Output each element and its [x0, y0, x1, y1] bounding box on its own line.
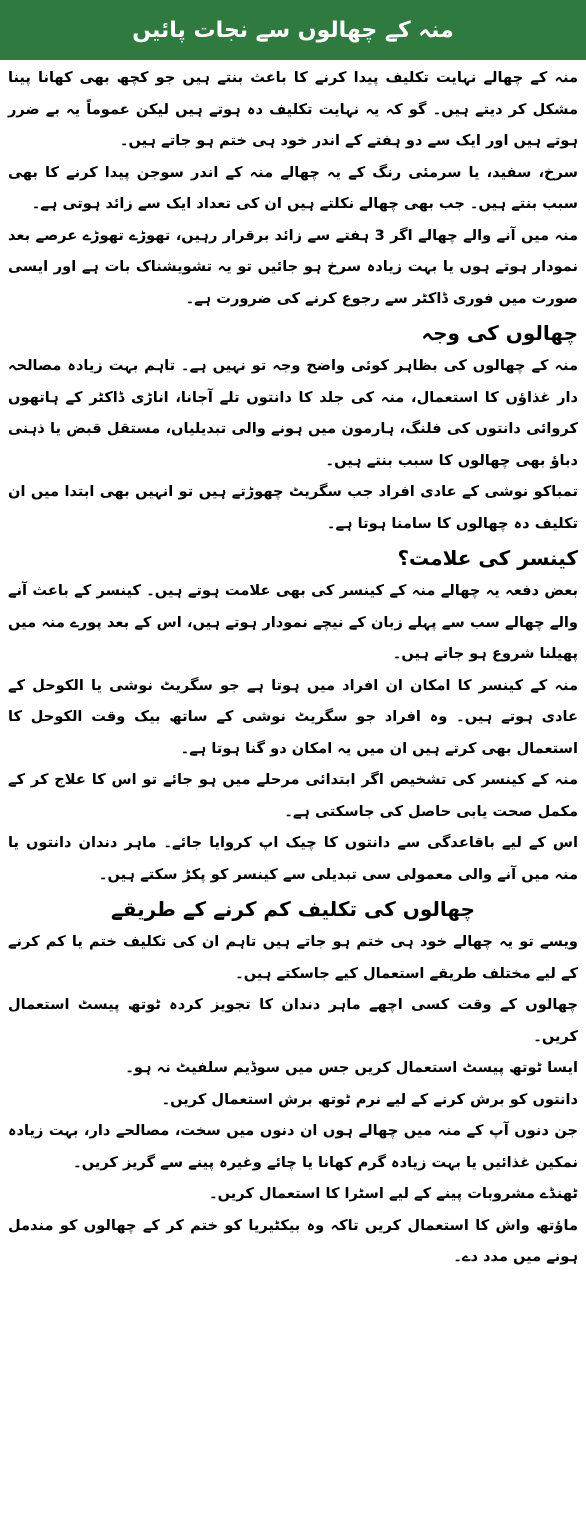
remedies-paragraph: ویسے تو یہ چھالے خود ہی ختم ہو جاتے ہیں تاہم ان کی تکلیف ختم یا کم کرنے کے لیے مختلف طریقے استعمال کیے جاسکتے ہیں۔: [8, 933, 578, 982]
remedy-item: دانتوں کو برش کرنے کے لیے نرم ٹوتھ برش استعمال کریں۔: [161, 1090, 578, 1108]
remedy-item: ٹھنڈے مشروبات پینے کے لیے اسٹرا کا استعمال کریں۔: [209, 1185, 578, 1202]
remedy-item: ماؤتھ واش کا استعمال کریں تاکہ وہ بیکٹیریا کو ختم کر کے چھالوں کو مندمل ہونے میں مدد دے۔: [8, 1216, 578, 1265]
intro-paragraph: منہ کے چھالے نہایت تکلیف پیدا کرنے کا باعث بنتے ہیں جو کچھ بھی کھانا پینا مشکل کر دیتے ہیں۔ گو کہ یہ نہایت تکلیف دہ ہوتے ہیں لیکن عموماً یہ بے ضرر ہوتے ہیں اور ایک سے دو ہفتے کے اندر خود ہی ختم ہو جاتے ہیں۔: [8, 69, 578, 149]
remedy-item: ایسا ٹوتھ پیسٹ استعمال کریں جس میں سوڈیم سلفیٹ نہ ہو۔: [125, 1059, 578, 1076]
section-heading-remedies: چھالوں کی تکلیف کم کرنے کے طریقے: [110, 897, 476, 921]
article-title: منہ کے چھالوں سے نجات پائیں: [132, 17, 454, 43]
intro-paragraph: منہ میں آنے والے چھالے اگر 3 ہفتے سے زائد برقرار رہیں، تھوڑے تھوڑے عرصے بعد نمودار ہوتے ہوں یا بہت زیادہ سرخ ہو جائیں تو یہ تشویشناک بات ہے اور ایسی صورت میں فوری ڈاکٹر سے رجوع کرنے کی ضرورت ہے۔: [8, 226, 578, 307]
cancer-paragraph: اس کے لیے باقاعدگی سے دانتوں کا چیک اپ کروایا جائے۔ ماہر دندان دانتوں یا منہ میں آنے والی معمولی سی تبدیلی سے کینسر کو پکڑ سکتے ہیں۔: [8, 834, 578, 883]
article-body: [8, 62, 578, 1273]
causes-paragraph: تمباکو نوشی کے عادی افراد جب سگریٹ چھوڑتے ہیں تو انہیں بھی ابتدا میں ان تکلیف دہ چھالوں کا سامنا ہوتا ہے۔: [8, 483, 578, 532]
remedy-item: جن دنوں آپ کے منہ میں چھالے ہوں ان دنوں میں سخت، مصالحے دار، بہت زیادہ نمکین غذائیں یا بہت زیادہ گرم کھانا یا چائے وغیرہ پینے سے گریز کریں۔: [8, 1122, 578, 1171]
section-heading-cancer: کینسر کی علامت؟: [397, 546, 578, 570]
cancer-paragraph: منہ کے کینسر کی تشخیص اگر ابتدائی مرحلے میں ہو جائے تو اس کا علاج کر کے مکمل صحت یابی حاصل کی جاسکتی ہے۔: [8, 771, 578, 820]
title-banner: [0, 0, 586, 60]
remedy-item: چھالوں کے وقت کسی اچھے ماہر دندان کا تجویز کردہ ٹوتھ پیسٹ استعمال کریں۔: [8, 996, 578, 1045]
causes-paragraph: منہ کے چھالوں کی بظاہر کوئی واضح وجہ تو نہیں ہے۔ تاہم بہت زیادہ مصالحہ دار غذاؤں کا استعمال، منہ کی جلد کا دانتوں تلے آجانا، اناڑی ڈاکٹر کے ہاتھوں کروائی دانتوں کی فلنگ، ہارمون میں ہونے والی تبدیلیاں، مستقل قبض یا ذہنی دباؤ بھی چھالوں کا سبب بنتے ہیں۔: [8, 357, 578, 469]
section-heading-causes: چھالوں کی وجہ: [421, 321, 578, 345]
intro-paragraph: سرخ، سفید، یا سرمئی رنگ کے یہ چھالے منہ کے اندر سوجن پیدا کرنے کا بھی سبب بنتے ہیں۔ جب بھی چھالے نکلتے ہیں ان کی تعداد ایک سے زائد ہوتی ہے۔: [8, 163, 578, 212]
cancer-paragraph: بعض دفعہ یہ چھالے منہ کے کینسر کی بھی علامت ہوتے ہیں۔ کینسر کے باعث آنے والے چھالے سب سے پہلے زبان کے نیچے نمودار ہوتے ہیں، اس کے بعد پورے منہ میں پھیلنا شروع ہو جاتے ہیں۔: [8, 582, 578, 662]
cancer-paragraph: منہ کے کینسر کا امکان ان افراد میں ہوتا ہے جو سگریٹ نوشی یا الکوحل کے عادی ہوتے ہیں۔ وہ افراد جو سگریٹ نوشی کے ساتھ بیک وقت الکوحل کا استعمال بھی کرتے ہیں ان میں یہ امکان دو گنا ہوتا ہے۔: [8, 676, 578, 757]
